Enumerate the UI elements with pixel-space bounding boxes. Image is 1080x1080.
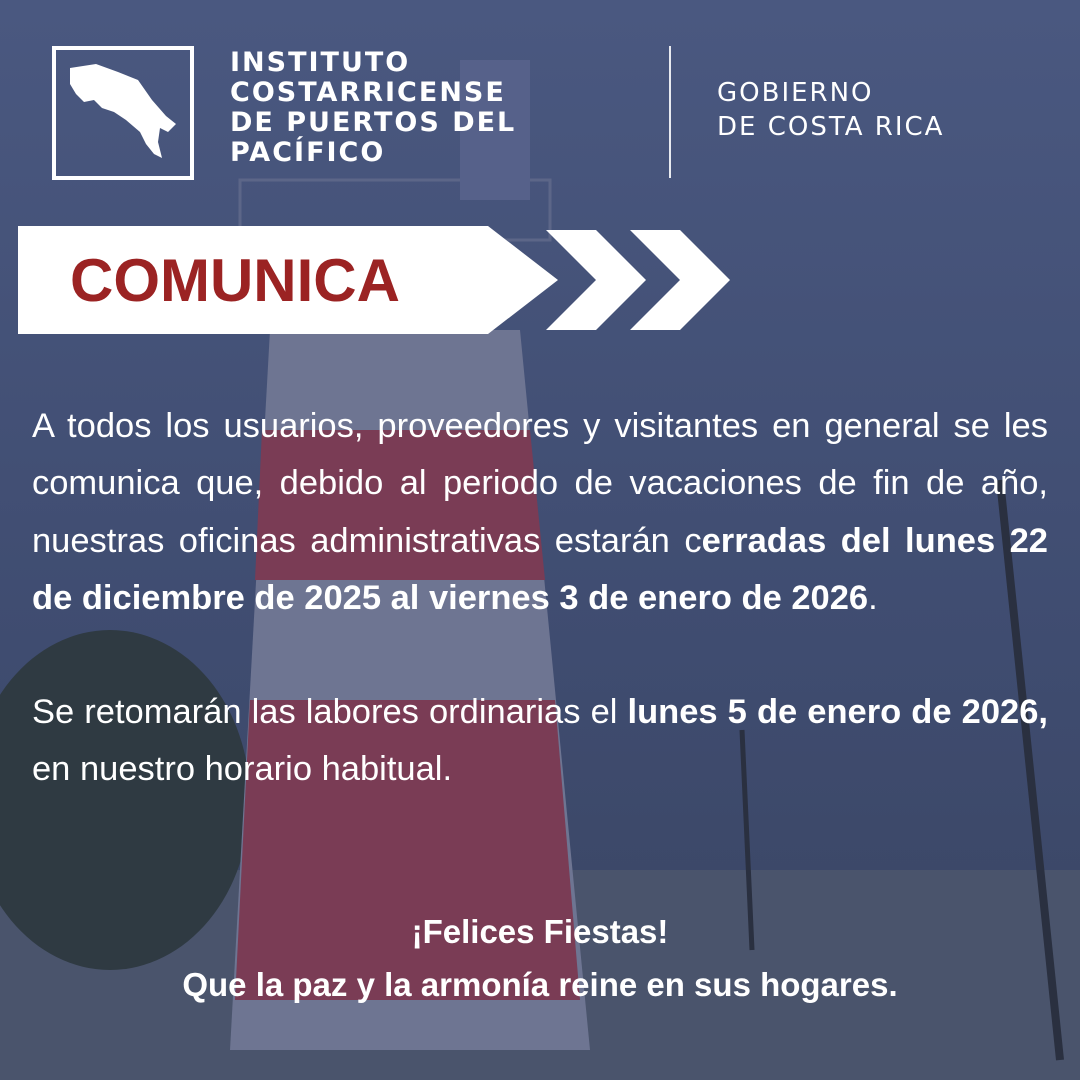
institution-line: DE PUERTOS DEL [230, 107, 517, 138]
notice-body [32, 398, 1048, 799]
greeting-line: Que la paz y la armonía reine en sus hogares. [182, 966, 898, 1003]
government-name [717, 76, 944, 144]
institution-logo [52, 46, 194, 180]
institution-name [230, 48, 516, 168]
notice-text: A todos los usuarios, proveedores y visitantes en general se les comunica que, debido al periodo de vacaciones de fin de año, nuestras oficinas administrativas estarán c [32, 407, 1048, 560]
greeting-line: ¡Felices Fiestas! [411, 913, 669, 950]
banner-title: COMUNICA [70, 247, 400, 314]
costa-rica-map-icon [56, 50, 190, 176]
chevron-icon [546, 230, 646, 330]
notice-paragraph [32, 684, 1048, 799]
notice-text: . [868, 578, 878, 617]
institution-line: PACÍFICO [230, 137, 386, 168]
closing-greeting [0, 905, 1080, 1011]
resume-date: lunes 5 de enero de 2026, [627, 693, 1048, 732]
notice-text: en nuestro horario habitual. [32, 750, 453, 789]
closure-dates: erradas del lunes 22 de diciembre de 2025 al viernes 3 de enero de 2026 [32, 521, 1048, 617]
notice-paragraph [32, 398, 1048, 627]
header-divider [669, 46, 671, 178]
institution-line: COSTARRICENSE [230, 77, 506, 108]
government-line: DE COSTA RICA [717, 112, 945, 142]
institution-line: INSTITUTO [230, 47, 411, 78]
government-line: GOBIERNO [717, 78, 874, 108]
notice-text: Se retomarán las labores ordinarias el [32, 693, 628, 732]
